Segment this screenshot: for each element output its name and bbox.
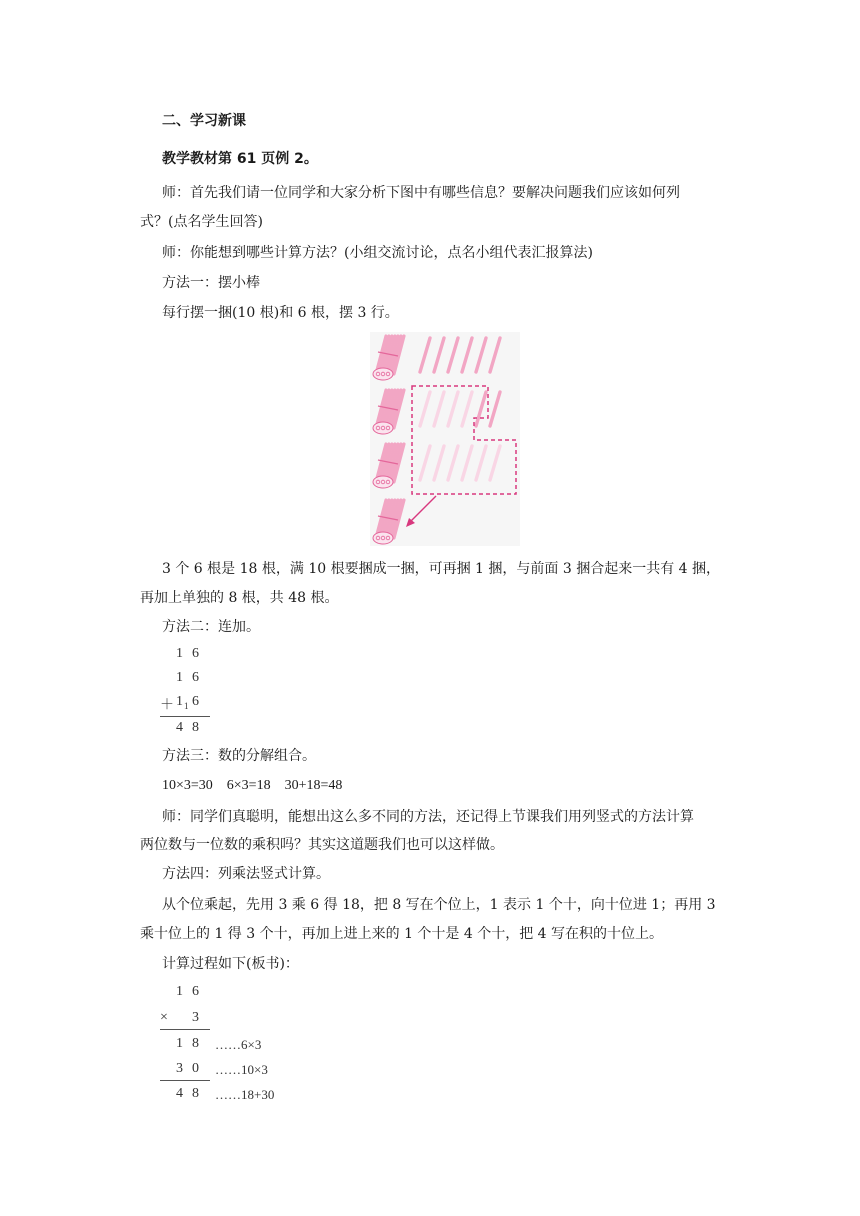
mult-partial1-ones: 8 xyxy=(192,1036,199,1051)
multiplication-vertical xyxy=(160,982,220,1102)
section-title: 二、学习新课 xyxy=(162,113,246,129)
paragraph-4-line-1: 从个位乘起，先用 3 乘 6 得 18，把 8 写在个位上，1 表示 1 个十，向十位进 1；再用 3 xyxy=(162,897,716,913)
mult-row1-ones: 6 xyxy=(192,984,199,999)
mult-rule-1 xyxy=(160,1029,210,1030)
mult-row2-ones: 3 xyxy=(192,1010,199,1025)
mult-note-1: ……6×3 xyxy=(215,1037,262,1052)
paragraph-1-line-2: 式？(点名学生回答) xyxy=(140,214,263,230)
addition-rule xyxy=(160,716,210,717)
explanation-line-2: 再加上单独的 8 根，共 48 根。 xyxy=(140,590,339,606)
addition-row2-tens: 1 xyxy=(176,670,183,685)
addition-carry: 1 xyxy=(184,701,189,711)
sticks-figure xyxy=(370,332,520,546)
example-title: 教学教材第 61 页例 2。 xyxy=(162,151,318,167)
paragraph-1-line-1: 师：首先我们请一位同学和大家分析下图中有哪些信息？要解决问题我们应该如何列 xyxy=(162,185,680,201)
paragraph-3-line-1: 师：同学们真聪明，能想出这么多不同的方法，还记得上节课我们用列竖式的方法计算 xyxy=(162,809,694,825)
addition-row3-ones: 6 xyxy=(192,694,199,709)
method-3-equations: 10×3=30 6×3=18 30+18=48 xyxy=(162,778,343,793)
paragraph-2: 师：你能想到哪些计算方法？(小组交流讨论，点名小组代表汇报算法) xyxy=(162,245,593,261)
mult-result-ones: 8 xyxy=(192,1086,199,1101)
addition-row2-ones: 6 xyxy=(192,670,199,685)
mult-rule-2 xyxy=(160,1080,210,1081)
mult-partial1-tens: 1 xyxy=(176,1036,183,1051)
method-2-title: 方法二：连加。 xyxy=(162,619,260,635)
addition-vertical xyxy=(160,642,220,742)
addition-row1-tens: 1 xyxy=(176,646,183,661)
mult-partial2-ones: 0 xyxy=(192,1061,199,1076)
calc-intro: 计算过程如下(板书)： xyxy=(162,956,299,972)
method-1-desc: 每行摆一捆(10 根)和 6 根，摆 3 行。 xyxy=(162,305,399,321)
method-3-title: 方法三：数的分解组合。 xyxy=(162,748,316,764)
method-1-title: 方法一：摆小棒 xyxy=(162,275,260,291)
addition-row1-ones: 6 xyxy=(192,646,199,661)
plus-sign: ＋ xyxy=(160,698,174,713)
mult-note-3: ……18+30 xyxy=(215,1087,275,1102)
explanation-line-1: 3 个 6 根是 18 根，满 10 根要捆成一捆，可再捆 1 捆，与前面 3 捆合起来一共有 4 捆， xyxy=(162,561,721,577)
paragraph-3-line-2: 两位数与一位数的乘积吗？其实这道题我们也可以这样做。 xyxy=(140,837,504,853)
addition-row3-tens: 1 xyxy=(176,694,183,709)
mult-note-2: ……10×3 xyxy=(215,1062,268,1077)
times-sign: × xyxy=(160,1010,168,1025)
mult-partial2-tens: 3 xyxy=(176,1061,183,1076)
mult-row1-tens: 1 xyxy=(176,984,183,999)
addition-result-tens: 4 xyxy=(176,720,183,735)
paragraph-4-line-2: 乘十位上的 1 得 3 个十，再加上进上来的 1 个十是 4 个十，把 4 写在积的十位上。 xyxy=(140,926,664,942)
mult-result-tens: 4 xyxy=(176,1086,183,1101)
addition-result-ones: 8 xyxy=(192,720,199,735)
method-4-title: 方法四：列乘法竖式计算。 xyxy=(162,866,330,882)
